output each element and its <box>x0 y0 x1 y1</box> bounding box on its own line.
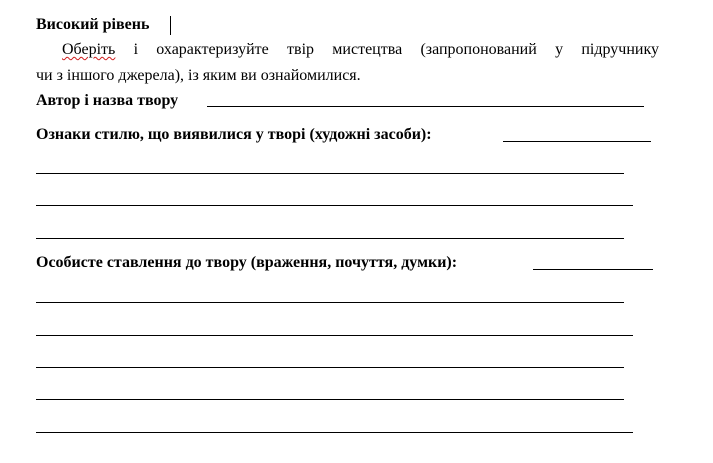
style-answer-line-1[interactable] <box>36 173 624 174</box>
style-features-label: Ознаки стилю, що виявилися у творі (художні засоби): <box>36 126 432 143</box>
personal-answer-line-4[interactable] <box>36 399 624 400</box>
style-answer-line-2[interactable] <box>36 205 633 206</box>
instruction-line-1 <box>62 42 659 58</box>
personal-attitude-blank[interactable] <box>533 269 653 270</box>
text-cursor <box>170 16 171 35</box>
style-answer-line-3[interactable] <box>36 238 624 239</box>
personal-answer-line-3[interactable] <box>36 367 624 368</box>
personal-answer-line-1[interactable] <box>36 302 624 303</box>
personal-answer-line-2[interactable] <box>36 335 633 336</box>
spellcheck-word[interactable]: Оберіть <box>62 41 116 58</box>
author-title-blank[interactable] <box>207 106 644 107</box>
style-features-blank[interactable] <box>503 141 651 142</box>
author-title-label: Автор і назва твору <box>36 92 179 109</box>
personal-attitude-label: Особисте ставлення до твору (враження, почуття, думки): <box>36 254 458 271</box>
section-heading: Високий рівень <box>36 16 150 33</box>
personal-answer-line-5[interactable] <box>36 432 633 433</box>
instruction-line-1-text: і охарактеризуйте твір мистецтва (запропонований у підручнику <box>115 41 659 58</box>
instruction-line-2: чи з іншого джерела), із яким ви ознайомилися. <box>36 67 361 84</box>
